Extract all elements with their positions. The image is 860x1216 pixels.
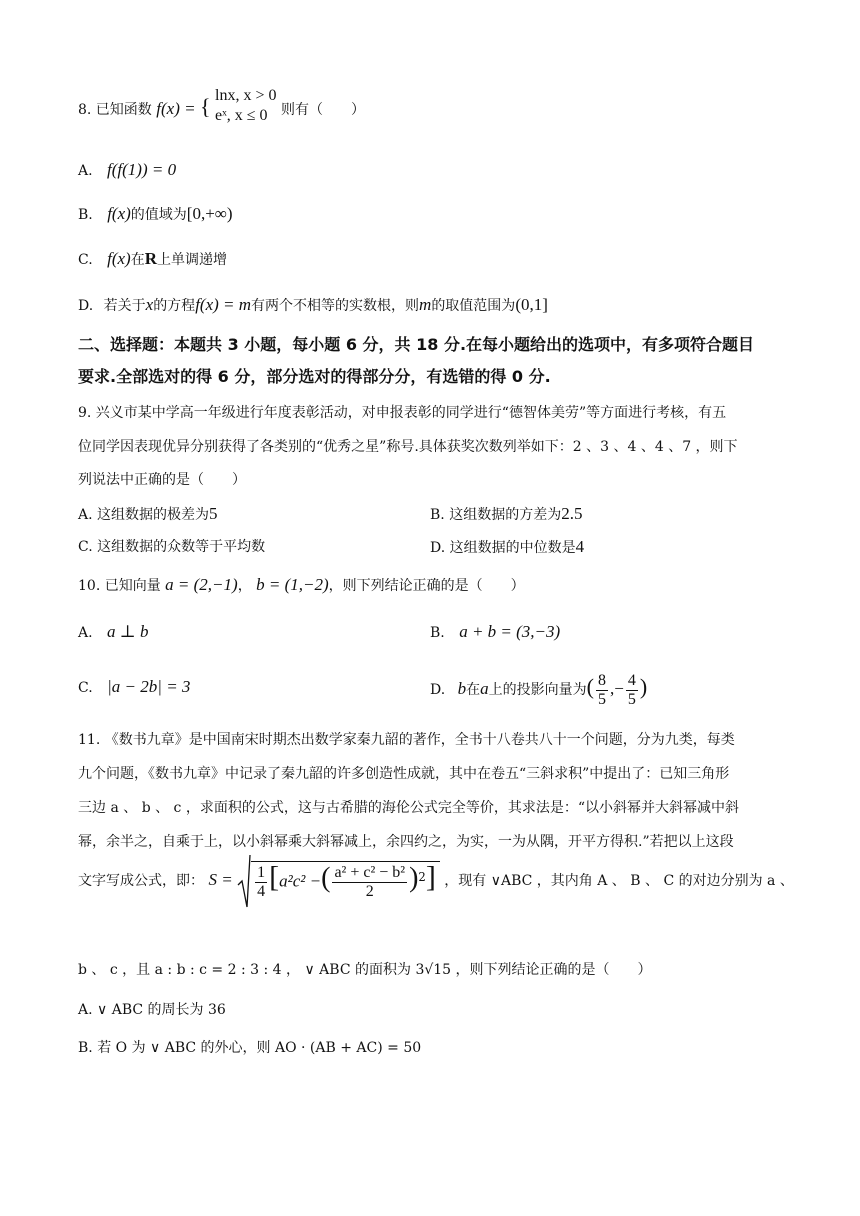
q10-option-d: D. b在a上的投影向量为( $\frac{8}{5}$ ,− $\frac{4}{5}$ ) [430, 671, 648, 708]
q11-stem-6: b 、 c ，且 a : b : c = 2 : 3 : 4 ， ∨ ABC 的面积为 3√15 ，则下列结论正确的是（ ） [78, 962, 652, 978]
q9-stem-3: 列说法中正确的是（ ） [78, 472, 246, 488]
q9-stem-2: 位同学因表现优异分别获得了各类别的“优秀之星”称号.具体获奖次数列举如下：2 、3 、4 、4 、7 ，则下 [78, 439, 738, 455]
q10-option-a: A. a ⊥ b [78, 622, 149, 641]
q10-option-b: B. a + b = (3,−3) [430, 622, 561, 641]
q9-stem-1: 9. 兴义市某中学高一年级进行年度表彰活动，对申报表彰的同学进行“德智体美劳”等方面进行考核，有五 [78, 405, 727, 421]
q9-option-d: D. 这组数据的中位数是4 [430, 537, 585, 556]
q11-stem-2: 九个问题，《数书九章》中记录了秦九韶的许多创造性成就，其中在卷五“三斜求积”中提出了：已知三角形 [78, 766, 730, 782]
q11-stem-3: 三边 a 、 b 、 c ，求面积的公式，这与古希腊的海伦公式完全等价，其求法是：“以小斜幂并大斜幂减中斜 [78, 800, 740, 816]
q11-stem-4: 幂，余半之，自乘于上，以小斜幂乘大斜幂减上，余四约之，为实，一为从隅，开平方得积.”若把以上这段 [78, 834, 734, 850]
q9-option-b: B. 这组数据的方差为2.5 [430, 504, 583, 523]
q8-option-c: C. f(x)在R上单调递增 [78, 249, 227, 268]
q11-formula-radicand: $\frac{1}{4}$ [a²c² −( $\frac{\text{a² + c² − b²}}{2}$ )$^2$] [251, 861, 440, 901]
q8-option-b: B. f(x)的值域为[0,+∞) [78, 204, 233, 223]
q8-option-d: D. 若关于x的方程f(x) = m有两个不相等的实数根，则m的取值范围为(0,1] [78, 295, 548, 314]
q11-option-b: B. 若 O 为 ∨ ABC 的外心，则 AO · (AB + AC) = 50 [78, 1040, 422, 1056]
q9-option-c: C. 这组数据的众数等于平均数 [78, 539, 266, 555]
q11-option-a: A. ∨ ABC 的周长为 36 [78, 1002, 226, 1018]
q8-cases: lnx, x > 0 eˣ, x ≤ 0 [215, 87, 277, 124]
section2-heading-cont: 要求.全部选对的得 6 分，部分选对的得部分分，有选错的得 0 分. [78, 367, 551, 386]
section2-heading: 二、选择题：本题共 3 小题，每小题 6 分，共 18 分.在每小题给出的选项中，有多项符合题目 [78, 335, 755, 354]
q10-option-c: C. |a − 2b| = 3 [78, 677, 191, 696]
q11-formula-line: 文字写成公式，即： S = $\frac{1}{4}$ [a²c² −( $\frac{\text{a² + c² − b²}}{2}$ )$^2$] ，现有 ∨ABC ，其内角 A 、 B 、 C 的对边分别为 a 、 [78, 850, 794, 911]
q9-option-a: A. 这组数据的极差为5 [78, 504, 218, 523]
q8-stem: 8. 已知函数 f(x) = { lnx, x > 0 eˣ, x ≤ 0 则有（ ） [78, 87, 365, 124]
q11-stem-1: 11. 《数书九章》是中国南宋时期杰出数学家秦九韶的著作，全书十八卷共八十一个问题，分为九类，每类 [78, 732, 735, 748]
q10-stem: 10. 已知向量 a = (2,−1)， b = (1,−2)，则下列结论正确的是（ ） [78, 575, 525, 594]
q8-option-a: A. f(f(1)) = 0 [78, 160, 177, 179]
sqrt-sign-icon [237, 851, 251, 911]
q8-func: f(x) = [156, 99, 196, 118]
